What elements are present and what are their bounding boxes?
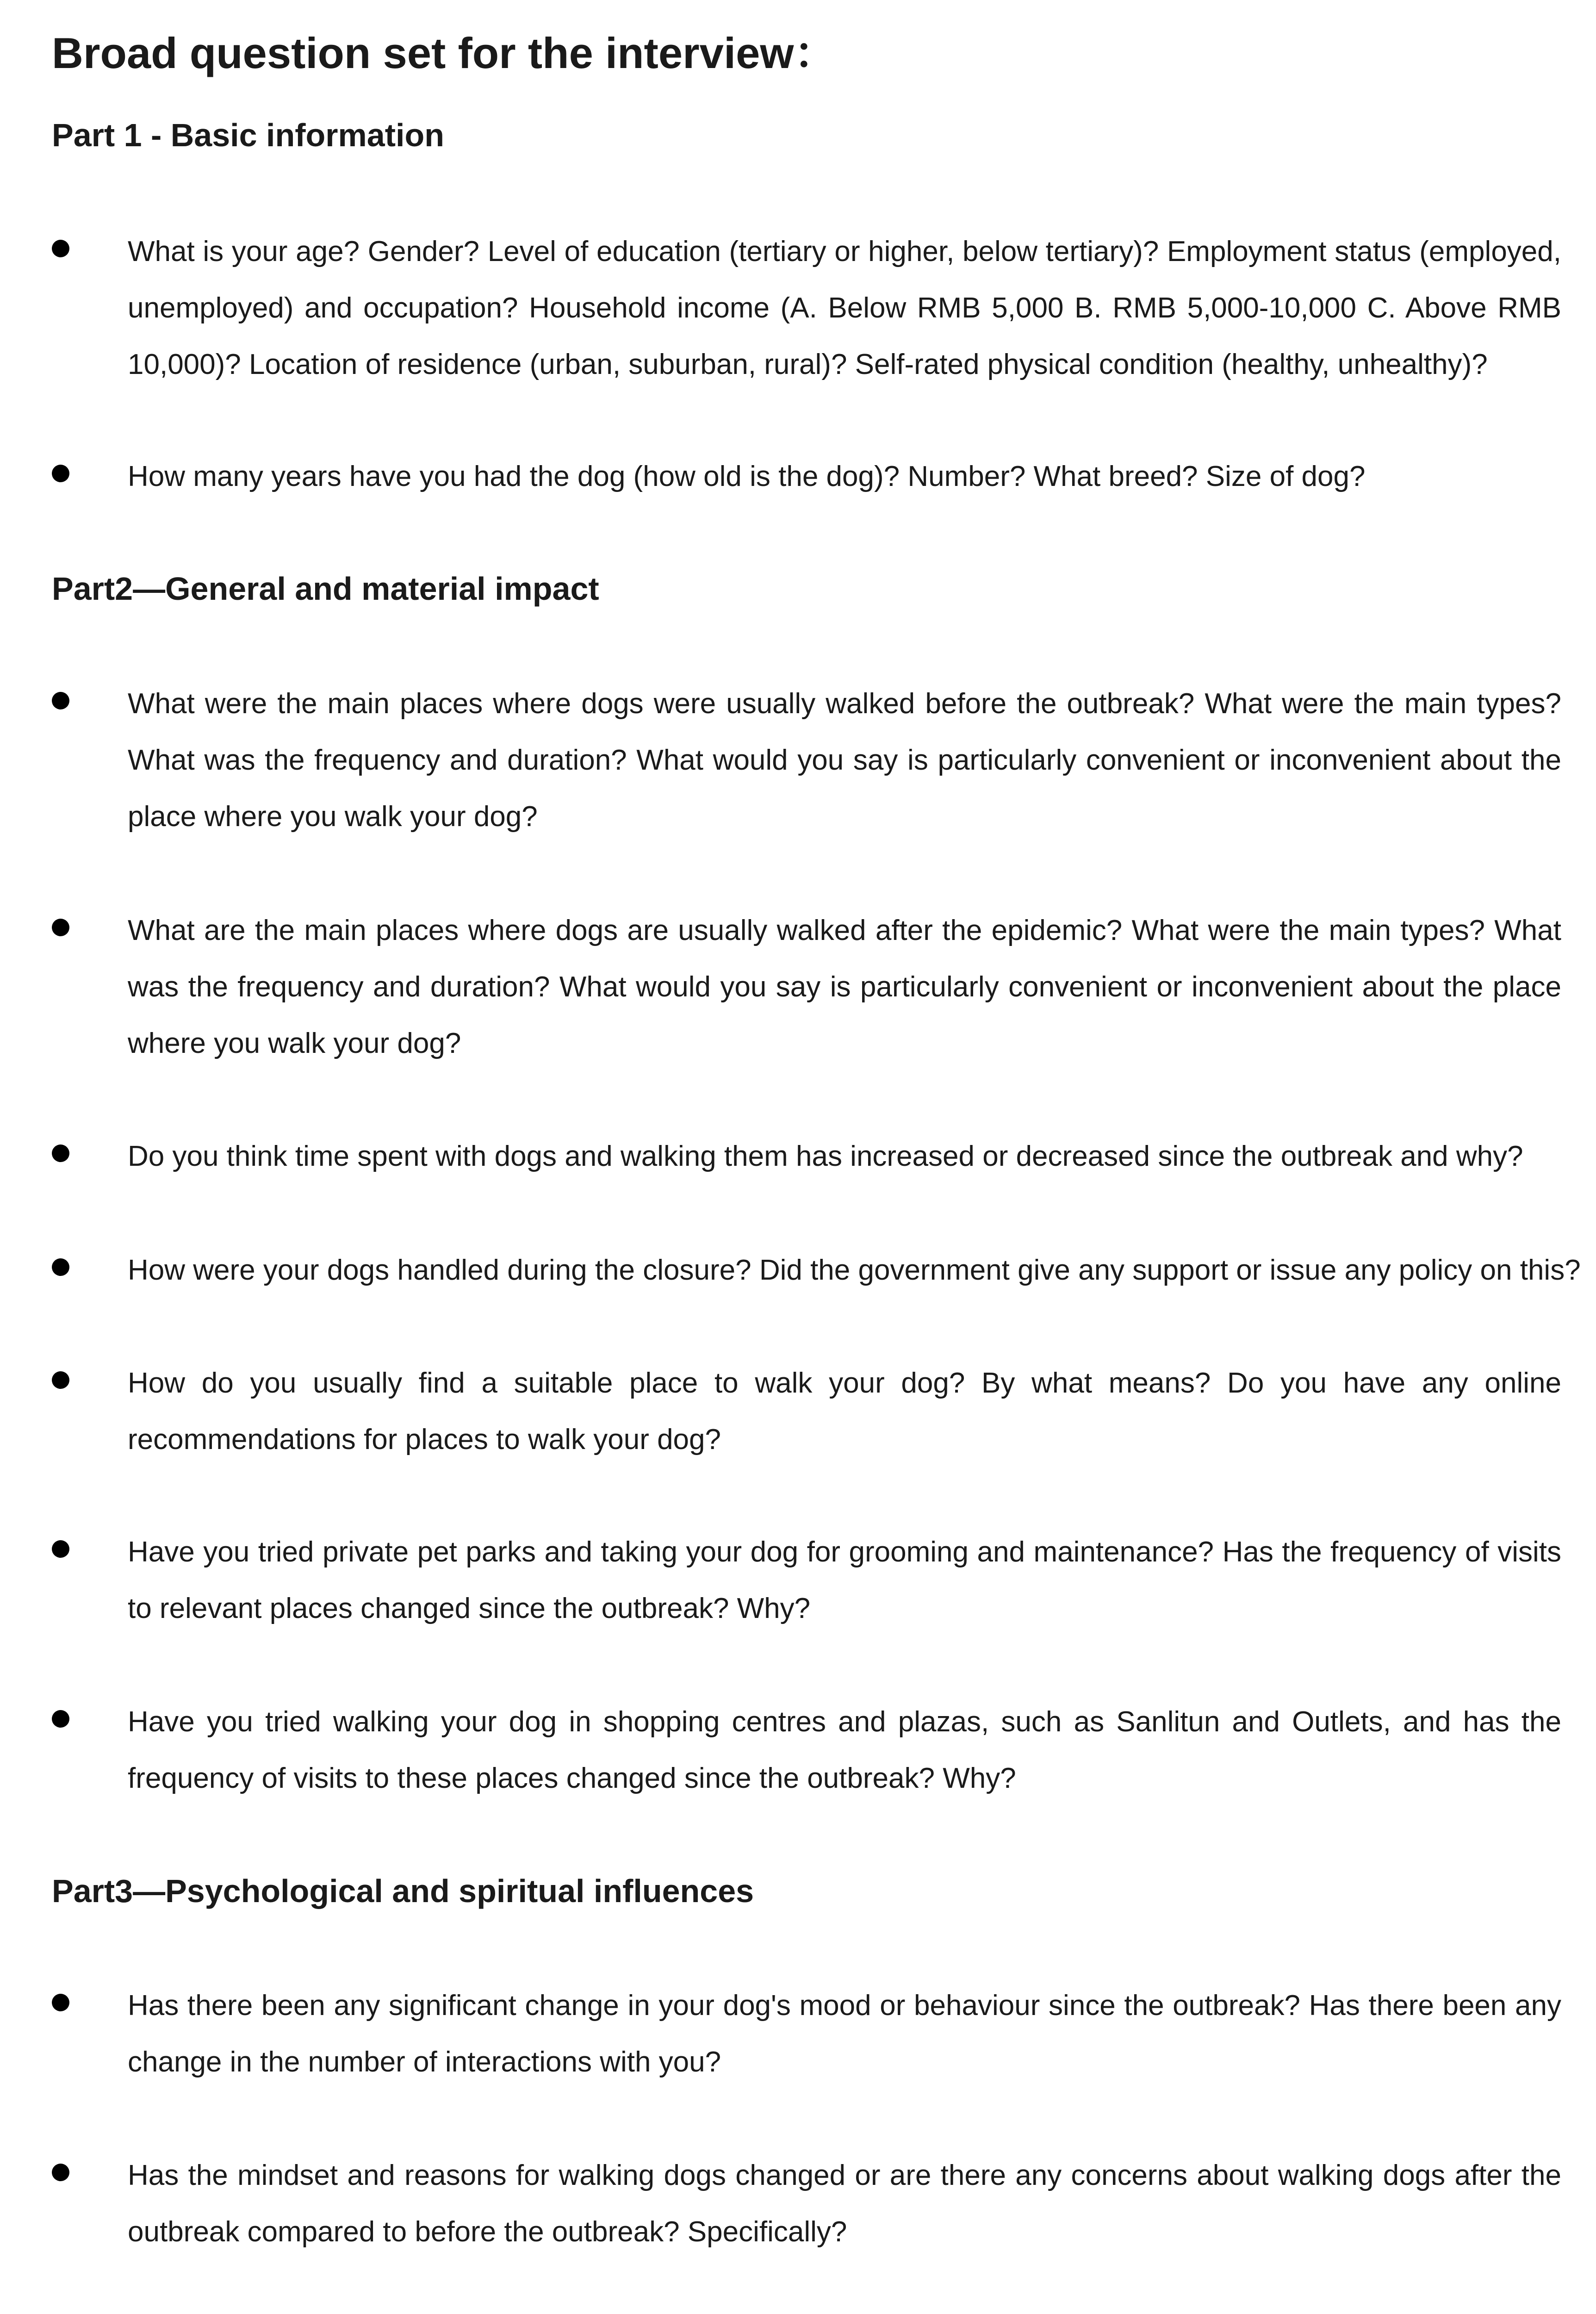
question-text: What is your age? Gender? Level of education (tertiary or higher, below tertiary)? Employment status (employed, unemployed) and occupation? Household income (A. Below RMB 5,000 B. RMB 5,000-10,000 C. Above RMB 10,000)? Location of residence (urban, suburban, rural)? Self-rated physical condition (healthy, unhealthy)? [128, 236, 1561, 380]
question-text: What were the main places where dogs were usually walked before the outbreak? What were the main types? What was the frequency and duration? What would you say is particularly convenient or inconvenient about the place where you walk your dog? [128, 688, 1561, 833]
bullet-icon [52, 1258, 69, 1276]
part-3-heading: Part3—Psychological and spiritual influences [52, 1873, 754, 1909]
bullet-icon [52, 1710, 69, 1728]
bullet-icon [52, 1994, 69, 2011]
question-text: What are the main places where dogs are usually walked after the epidemic? What were the main types? What was the frequency and duration? What would you say is particularly convenient or inconvenient about the place where you walk your dog? [128, 914, 1561, 1059]
question-text: Has the mindset and reasons for walking dogs changed or are there any concerns about walking dogs after the outbreak compared to before the outbreak? Specifically? [128, 2159, 1561, 2248]
bullet-icon [52, 1145, 69, 1162]
question-text: How were your dogs handled during the closure? Did the government give any support or issue any policy on this? [128, 1254, 1581, 1286]
question-text: How many years have you had the dog (how old is the dog)? Number? What breed? Size of dog? [128, 460, 1366, 492]
question-text: Have you tried walking your dog in shopping centres and plazas, such as Sanlitun and Outlets, and has the frequency of visits to these places changed since the outbreak? Why? [128, 1706, 1561, 1794]
bullet-icon [52, 1540, 69, 1558]
part-1-heading: Part 1 - Basic information [52, 117, 444, 153]
document-title: Broad question set for the interview： [52, 29, 838, 77]
part-2-heading: Part2—General and material impact [52, 571, 599, 607]
question-text: Have you tried private pet parks and taking your dog for grooming and maintenance? Has the frequency of visits to relevant places changed since the outbreak? Why? [128, 1536, 1561, 1624]
bullet-icon [52, 465, 69, 482]
bullet-icon [52, 240, 69, 257]
question-text: Has there been any significant change in your dog's mood or behaviour since the outbreak? Has there been any change in the number of interactions with you? [128, 1990, 1561, 2078]
question-text: How do you usually find a suitable place to walk your dog? By what means? Do you have any online recommendations for places to walk your dog? [128, 1367, 1561, 1456]
bullet-icon [52, 692, 69, 709]
bullet-icon [52, 1371, 69, 1389]
question-text: Do you think time spent with dogs and walking them has increased or decreased since the outbreak and why? [128, 1140, 1523, 1172]
bullet-icon [52, 2164, 69, 2181]
bullet-icon [52, 919, 69, 936]
